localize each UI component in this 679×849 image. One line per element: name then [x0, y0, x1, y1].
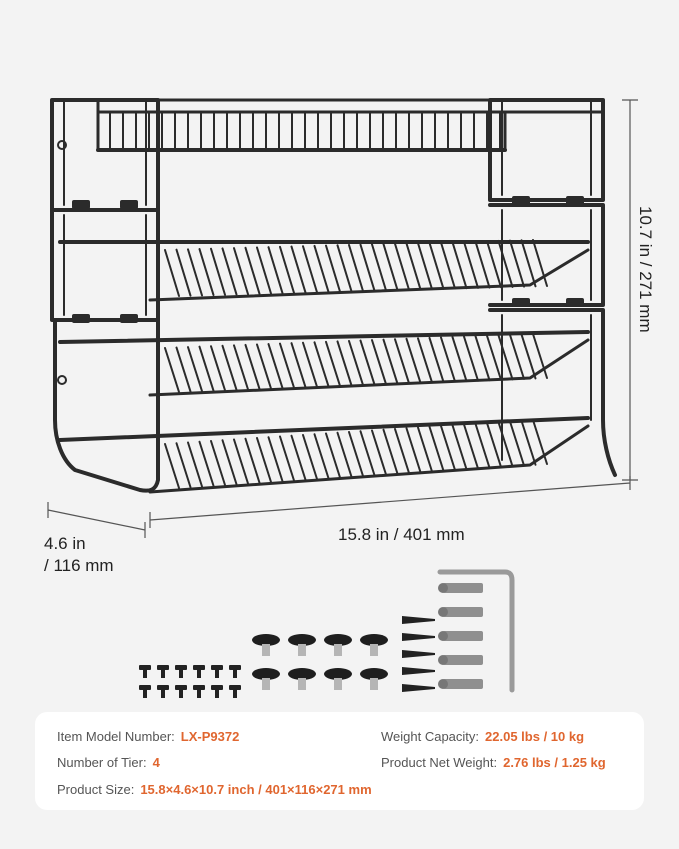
- spec-model-number: [57, 729, 239, 744]
- spec-label: Item Model Number:: [57, 729, 175, 744]
- spec-label: Product Net Weight:: [381, 755, 498, 770]
- spec-weight-capacity: [381, 729, 584, 744]
- spec-value: 15.8×4.6×10.7 inch / 401×116×271 mm: [140, 782, 372, 797]
- spec-card: [35, 712, 644, 810]
- depth-mm: / 116 mm: [44, 556, 114, 575]
- spec-label: Number of Tier:: [57, 755, 147, 770]
- spec-label: Product Size:: [57, 782, 135, 797]
- spec-value: LX-P9372: [180, 729, 240, 744]
- depth-dimension-label: [44, 533, 114, 577]
- spec-label: Weight Capacity:: [381, 729, 480, 744]
- hardware-kit: [139, 572, 512, 698]
- spec-net-weight: [381, 755, 606, 770]
- spec-value: 4: [152, 755, 160, 770]
- spec-number-of-tier: [57, 755, 160, 770]
- small-screws: [139, 665, 241, 698]
- height-dimension-label: 10.7 in / 271 mm: [636, 206, 655, 333]
- width-dimension-label: 15.8 in / 401 mm: [338, 525, 465, 544]
- spec-value: 22.05 lbs / 10 kg: [485, 729, 585, 744]
- rack-tier-4: [60, 418, 588, 492]
- left-side-frame: [52, 100, 158, 491]
- rack-tier-top: [98, 100, 603, 150]
- rack-tier-2: [60, 240, 588, 300]
- depth-inches: 4.6 in: [44, 534, 86, 553]
- wood-screws: [402, 616, 435, 692]
- spec-product-size: [57, 782, 372, 797]
- spice-rack: [52, 100, 615, 492]
- wall-anchors: [438, 583, 483, 689]
- rack-tier-3: [60, 332, 588, 395]
- leveling-feet: [252, 634, 388, 690]
- spec-value: 2.76 lbs / 1.25 kg: [503, 755, 606, 770]
